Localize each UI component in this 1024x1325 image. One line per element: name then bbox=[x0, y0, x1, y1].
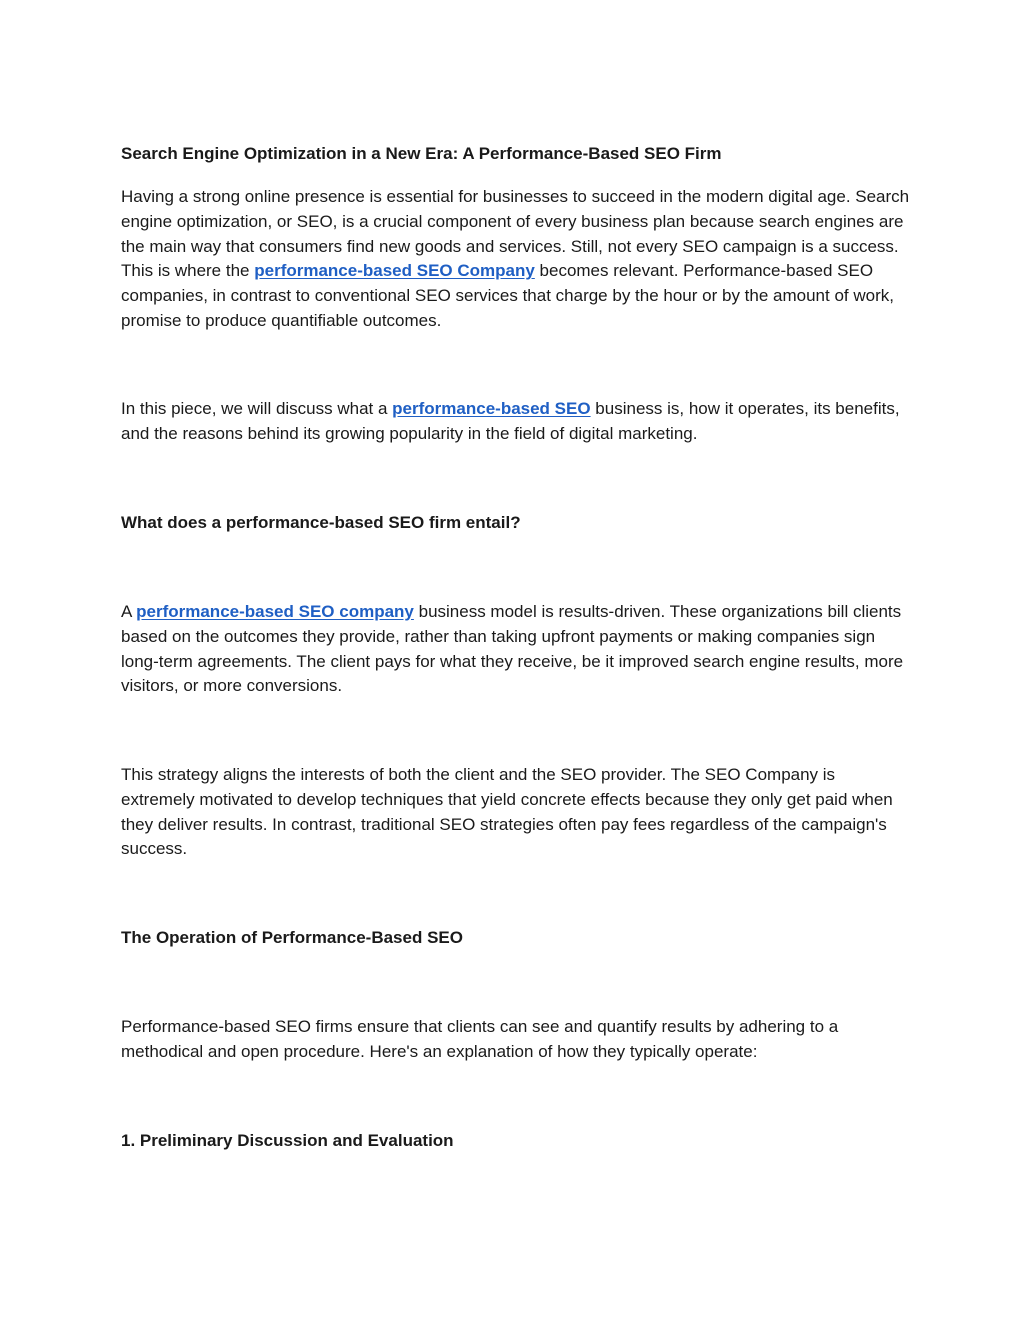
performance-seo-company-link[interactable]: performance-based SEO Company bbox=[254, 261, 535, 281]
definition-paragraph bbox=[121, 600, 911, 699]
document-title: Search Engine Optimization in a New Era: A Performance-Based SEO Firm bbox=[121, 144, 722, 163]
intro-text-end: becomes relevant. Performance-based SEO companies, in contrast to conventional SEO services that charge by the hour or by the amount of work, promise to produce quantifiable outcomes. bbox=[121, 261, 894, 330]
intro-paragraph bbox=[121, 185, 911, 334]
heading-operation: The Operation of Performance-Based SEO bbox=[121, 928, 463, 947]
overview-paragraph bbox=[121, 397, 911, 447]
overview-text-end: business is, how it operates, its benefits, and the reasons behind its growing popularity in the field of digital marketing. bbox=[121, 399, 900, 443]
heading-step-1: 1. Preliminary Discussion and Evaluation bbox=[121, 1131, 454, 1150]
alignment-paragraph: This strategy aligns the interests of both the client and the SEO provider. The SEO Company is extremely motivated to develop techniques that yield concrete effects because they only get paid when they deliver results. In contrast, traditional SEO strategies often pay fees regardless of the campaign's success. bbox=[121, 765, 893, 859]
performance-seo-company-link-2[interactable]: performance-based SEO company bbox=[136, 602, 414, 621]
heading-what-is: What does a performance-based SEO firm entail? bbox=[121, 513, 521, 532]
definition-text-start: A bbox=[121, 602, 137, 621]
definition-text-end: business model is results-driven. These organizations bill clients based on the outcomes they provide, rather than taking upfront payments or making companies sign long-term agreements. The client pays for what they receive, be it improved search engine results, more visitors, or more conversions. bbox=[121, 602, 904, 696]
overview-text-start: In this piece, we will discuss what a bbox=[121, 399, 393, 418]
performance-seo-link[interactable]: performance-based SEO bbox=[392, 399, 591, 418]
operation-intro-paragraph: Performance-based SEO firms ensure that clients can see and quantify results by adhering to a methodical and open procedure. Here's an explanation of how they typically operate: bbox=[121, 1017, 839, 1061]
intro-text-start: Having a strong online presence is essential for businesses to succeed in the modern digital age. Search engine optimization, or SEO, is a crucial component of every business plan because search engines are the main way that consumers find new goods and services. Still, not every SEO campaign is a success. This is where the bbox=[121, 187, 910, 281]
